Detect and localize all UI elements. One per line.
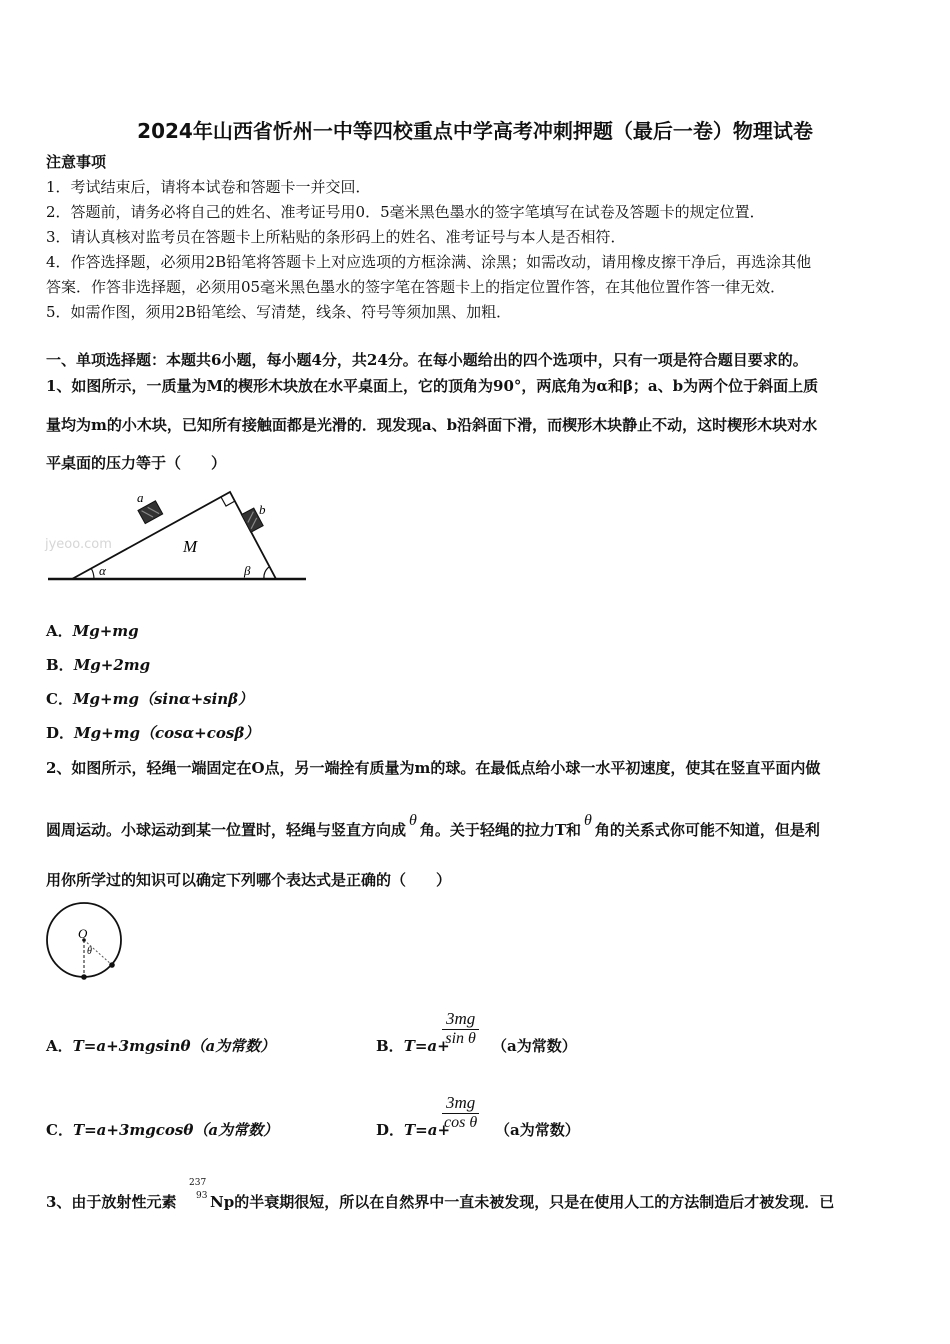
option-text: Mg+mg — [72, 622, 139, 640]
section-header: 一、单项选择题：本题共6小题，每小题4分，共24分。在每小题给出的四个选项中，只有一项是符合题目要求的。 — [46, 351, 808, 369]
q2-option-d-fraction — [442, 1093, 479, 1132]
wedge-figure — [40, 482, 315, 587]
q3-prefix: 3、由于放射性元素 — [46, 1193, 177, 1211]
q2-option-c — [46, 1119, 278, 1140]
notice-item: 1．考试结束后，请将本试卷和答题卡一并交回． — [46, 178, 371, 196]
option-text: Mg+mg（cosα+cosβ） — [74, 724, 260, 742]
option-prefix: T=a+ — [404, 1121, 451, 1139]
notice-item: 5．如需作图，须用2B铅笔绘、写清楚，线条、符号等须加黑、加粗． — [46, 303, 512, 321]
option-text: Mg+mg（sinα+sinβ） — [72, 690, 254, 708]
alpha-arc — [91, 568, 94, 579]
label-beta: β — [244, 563, 251, 578]
watermark-text: jyeoo.com — [45, 537, 112, 552]
document-title: 2024年山西省忻州一中等四校重点中学高考冲刺押题（最后一卷）物理试卷 — [137, 119, 813, 143]
q2-option-b-suffix: （a为常数） — [492, 1037, 577, 1055]
option-text: T=a+3mgsinθ（a为常数） — [72, 1037, 276, 1055]
option-text: Mg+2mg — [73, 656, 151, 674]
lowest-point — [81, 974, 87, 980]
fraction-numerator: 3mg — [442, 1009, 479, 1030]
q3-line — [210, 1191, 834, 1212]
option-letter: C． — [46, 690, 73, 708]
q1-text-line: 1、如图所示，一质量为M的楔形木块放在水平桌面上，它的顶角为90°，两底角为α和β；a、b为两个位于斜面上质 — [46, 377, 819, 395]
q2-text-line: 用你所学过的知识可以确定下列哪个表达式是正确的（ ） — [46, 871, 452, 889]
element-symbol: Np — [210, 1193, 235, 1211]
q1-option-d — [46, 722, 259, 743]
label-alpha: α — [99, 563, 106, 578]
q3-suffix: 的半衰期很短，所以在自然界中一直未被发现，只是在使用人工的方法制造后才被发现．已 — [234, 1193, 835, 1211]
option-letter: D． — [46, 724, 75, 742]
option-letter: A． — [46, 1037, 73, 1055]
q1-option-b — [46, 654, 150, 675]
option-prefix: T=a+ — [403, 1037, 450, 1055]
q2-text-part: 圆周运动。小球运动到某一位置时，轻绳与竖直方向成 — [46, 821, 407, 839]
q2-text-line: 2、如图所示，轻绳一端固定在O点，另一端拴有质量为m的球。在最低点给小球一水平初速度，使其在竖直平面内做 — [46, 759, 821, 777]
notice-item: 3．请认真核对监考员在答题卡上所粘贴的条形码上的姓名、准考证号与本人是否相符． — [46, 228, 626, 246]
atomic-number: 93 — [196, 1191, 208, 1201]
q2-option-b-fraction — [442, 1009, 479, 1048]
mass-number: 237 — [189, 1178, 207, 1188]
q2-option-a — [46, 1035, 275, 1056]
ball — [109, 962, 115, 968]
beta-arc — [264, 567, 269, 579]
q2-option-d — [376, 1119, 450, 1140]
option-letter: D． — [376, 1121, 405, 1139]
q2-text-part: 角的关系式你可能不知道，但是利 — [594, 821, 820, 839]
label-O: O — [78, 926, 88, 941]
option-letter: B． — [376, 1037, 404, 1055]
q1-option-a — [46, 620, 139, 641]
notice-heading: 注意事项 — [46, 153, 107, 171]
q2-text-line — [46, 812, 820, 840]
label-theta: θ — [87, 946, 92, 957]
label-a: a — [137, 490, 144, 505]
option-letter: C． — [46, 1121, 73, 1139]
fraction-denominator: sin θ — [445, 1030, 476, 1047]
theta-symbol: θ — [409, 812, 417, 829]
notice-item: 2．答题前，请务必将自己的姓名、准考证号用0．5毫米黑色墨水的签字笔填写在试卷及答题卡的规定位置． — [46, 203, 765, 221]
theta-symbol: θ — [584, 812, 592, 829]
label-b: b — [259, 502, 266, 517]
q1-text-line: 量均为m的小木块，已知所有接触面都是光滑的．现发现a、b沿斜面下滑，而楔形木块静止不动，这时楔形木块对水 — [46, 416, 818, 434]
q1-text-line: 平桌面的压力等于（ ） — [46, 454, 227, 472]
q2-option-b — [376, 1035, 450, 1056]
option-letter: B． — [46, 656, 74, 674]
option-letter: A． — [46, 622, 73, 640]
circle-figure — [40, 900, 130, 985]
q2-text-part: 角。关于轻绳的拉力T和 — [419, 821, 582, 839]
notice-item: 4．作答选择题，必须用2B铅笔将答题卡上对应选项的方框涂满、涂黑；如需改动，请用橡皮擦干净后，再选涂其他 — [46, 253, 812, 271]
option-text: T=a+3mgcosθ（a为常数） — [72, 1121, 279, 1139]
q1-option-c — [46, 688, 253, 709]
fraction-numerator: 3mg — [442, 1093, 479, 1114]
fraction-denominator: cos θ — [444, 1114, 478, 1131]
notice-item: 答案．作答非选择题，必须用05毫米黑色墨水的签字笔在答题卡上的指定位置作答，在其他位置作答一律无效． — [46, 278, 786, 296]
label-M: M — [183, 537, 198, 556]
q2-option-d-suffix: （a为常数） — [495, 1121, 580, 1139]
